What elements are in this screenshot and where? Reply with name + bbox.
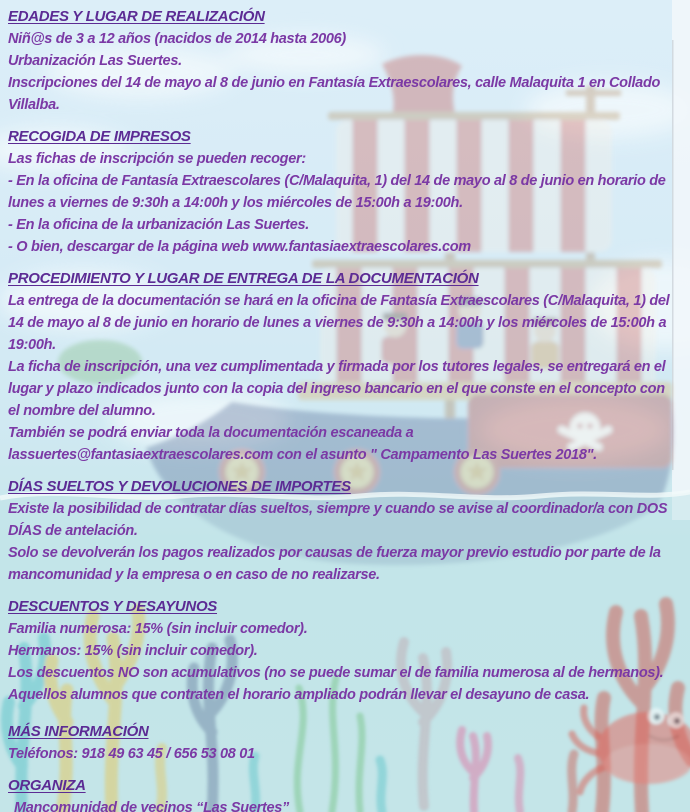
section-heading: ORGANIZA	[8, 777, 86, 794]
paragraph: La ficha de inscripción, una vez cumplimentada y firmada por los tutores legales, se entregará en el lugar y plazo indicados junto con la copia del ingreso bancario en el que conste en el concepto con el nombre del alumno.	[8, 359, 666, 419]
paragraph: Existe la posibilidad de contratar días sueltos, siempre y cuando se avise al coordinador/a con DOS DÍAS de antelación.	[8, 501, 668, 539]
paragraph: Inscripciones del 14 de mayo al 8 de junio en Fantasía Extraescolares, calle Malaquita 1 en Collado Villalba.	[8, 75, 661, 113]
section-recogida-impresos	[8, 126, 672, 258]
paragraph: Solo se devolverán los pagos realizados por causas de fuerza mayor previo estudio por parte de la mancomunidad y la empresa o en caso de no realizarse.	[8, 545, 661, 583]
paragraph: Familia numerosa: 15% (sin incluir comedor).	[8, 621, 308, 637]
paragraph: Urbanización Las Suertes.	[8, 53, 182, 69]
paragraph: Las fichas de inscripción se pueden recoger:	[8, 151, 306, 167]
paragraph: Aquellos alumnos que contraten el horario ampliado podrán llevar el desayuno de casa.	[8, 687, 590, 703]
paragraph: Hermanos: 15% (sin incluir comedor).	[8, 643, 258, 659]
phone-numbers: Teléfonos: 918 49 63 45 / 656 53 08 01	[8, 746, 255, 762]
section-heading: RECOGIDA DE IMPRESOS	[8, 128, 191, 145]
section-edades-y-lugar	[8, 6, 672, 116]
flyer-content	[8, 6, 672, 812]
section-dias-sueltos	[8, 476, 672, 586]
paragraph: Los descuentos NO son acumulativos (no se puede sumar el de familia numerosa al de hermanos).	[8, 665, 664, 681]
section-mas-informacion	[8, 721, 672, 765]
section-descuentos-desayunos	[8, 596, 672, 706]
paragraph: - O bien, descargar de la página web www.fantasiaextraescolares.com	[8, 239, 471, 255]
right-margin-strip	[672, 0, 690, 520]
section-organiza	[8, 775, 672, 812]
section-heading: EDADES Y LUGAR DE REALIZACIÓN	[8, 8, 265, 25]
section-heading: DÍAS SUELTOS Y DEVOLUCIONES DE IMPORTES	[8, 478, 351, 495]
paragraph: También se podrá enviar toda la documentación escaneada a lassuertes@fantasiaextraescolares.com con el asunto " Campamento Las Suertes 2018".	[8, 425, 597, 463]
section-heading: DESCUENTOS Y DESAYUNOS	[8, 598, 218, 615]
section-heading: MÁS INFORMACIÓN	[8, 723, 149, 740]
paragraph: - En la oficina de la urbanización Las Suertes.	[8, 217, 309, 233]
paragraph: - En la oficina de Fantasía Extraescolares (C/Malaquita, 1) del 14 de mayo al 8 de junio en horario de lunes a viernes de 9:30h a 14:00h y los miércoles de 15:00h a 19:00h.	[8, 173, 666, 211]
section-procedimiento-entrega	[8, 268, 672, 466]
paragraph: Niñ@s de 3 a 12 años (nacidos de 2014 hasta 2006)	[8, 31, 346, 47]
paragraph: La entrega de la documentación se hará en la oficina de Fantasía Extraescolares (C/Malaquita, 1) del 14 de mayo al 8 de junio en horario de lunes a viernes de 9:30h a 14:00h y los miércoles de 15:00h a 19:00h.	[8, 293, 670, 353]
organizer-name: Mancomunidad de vecinos “Las Suertes”	[14, 800, 289, 812]
section-heading: PROCEDIMIENTO Y LUGAR DE ENTREGA DE LA DOCUMENTACIÓN	[8, 270, 479, 287]
